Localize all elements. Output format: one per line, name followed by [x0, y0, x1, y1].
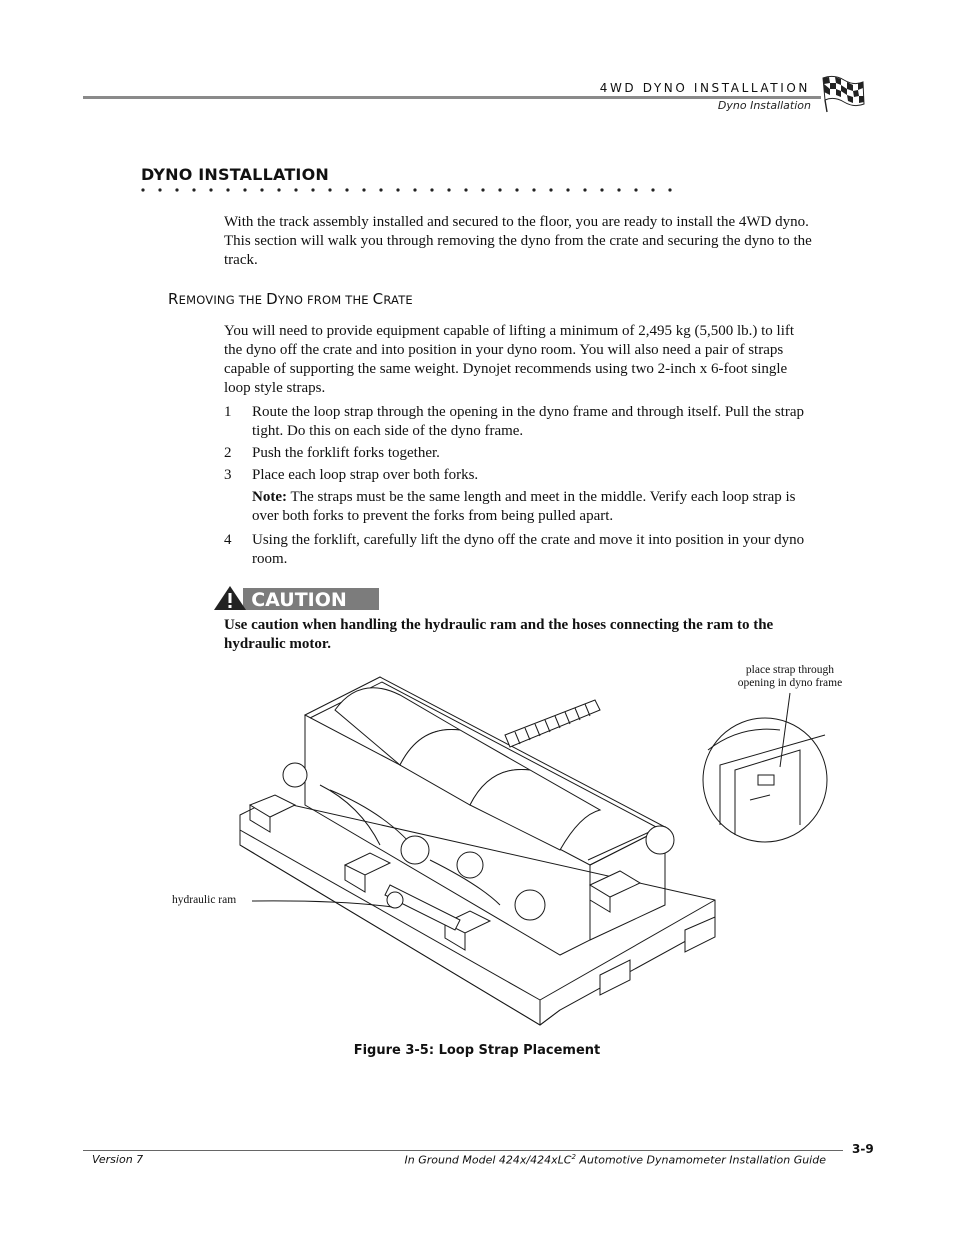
running-header-title: 4WD DYNO INSTALLATION — [599, 81, 810, 95]
footer-document-title: In Ground Model 424x/424xLC$^2$ Automotive Dynamometer Installation Guide — [404, 1153, 826, 1167]
note-paragraph — [252, 488, 820, 526]
step-number: 1 — [224, 404, 232, 420]
dyno-crate-illustration — [160, 655, 870, 1035]
caution-label: CAUTION — [251, 589, 347, 611]
section-heading: DYNO INSTALLATION — [141, 165, 329, 184]
page-number: 3-9 — [852, 1142, 874, 1156]
dotted-rule — [141, 185, 686, 195]
requirements-paragraph: You will need to provide equipment capable of lifting a minimum of 2,495 kg (5,500 lb.) to lift the dyno off the crate and into position in your dyno room. You will also need a pair of straps capable of supporting the same weight. Dynojet recommends using two 2-inch x 6-foot single loop style straps. — [224, 323, 795, 396]
step-text: Using the forklift, carefully lift the dyno off the crate and move it into position in your dyno room. — [252, 532, 805, 567]
intro-paragraph: With the track assembly installed and secured to the floor, you are ready to install the 4WD dyno. This section will walk you through removing the dyno from the crate and securing the dyno to the track. — [224, 214, 812, 268]
footer-rule — [83, 1150, 843, 1151]
step-text: Place each loop strap over both forks. — [252, 467, 479, 483]
figure-caption: Figure 3-5: Loop Strap Placement — [353, 1043, 601, 1058]
step-text: Push the forklift forks together. — [252, 445, 440, 461]
caution-banner — [213, 584, 379, 612]
step-number: 3 — [224, 467, 232, 483]
note-text: The straps must be the same length and meet in the middle. Verify each loop strap is over both forks to prevent the forks from being pulled apart. — [252, 489, 796, 524]
subsection-heading: REMOVING THE DYNO FROM THE CRATE — [168, 290, 413, 308]
step-number: 2 — [224, 445, 232, 461]
header-rule — [83, 96, 821, 99]
callout-strap-opening: place strap through opening in dyno frame — [737, 664, 843, 689]
callout-hydraulic-ram: hydraulic ram — [172, 894, 237, 906]
step-number: 4 — [224, 532, 232, 548]
footer-version: Version 7 — [92, 1153, 144, 1166]
step-text: Route the loop strap through the opening in the dyno frame and through itself. Pull the strap tight. Do this on each side of the dyno frame. — [252, 404, 804, 439]
checkered-flag-icon — [820, 74, 866, 114]
note-label: Note: — [252, 489, 287, 505]
running-header-subsection: Dyno Installation — [717, 99, 811, 112]
caution-text: Use caution when handling the hydraulic ram and the hoses connecting the ram to the hydraulic motor. — [224, 617, 774, 652]
